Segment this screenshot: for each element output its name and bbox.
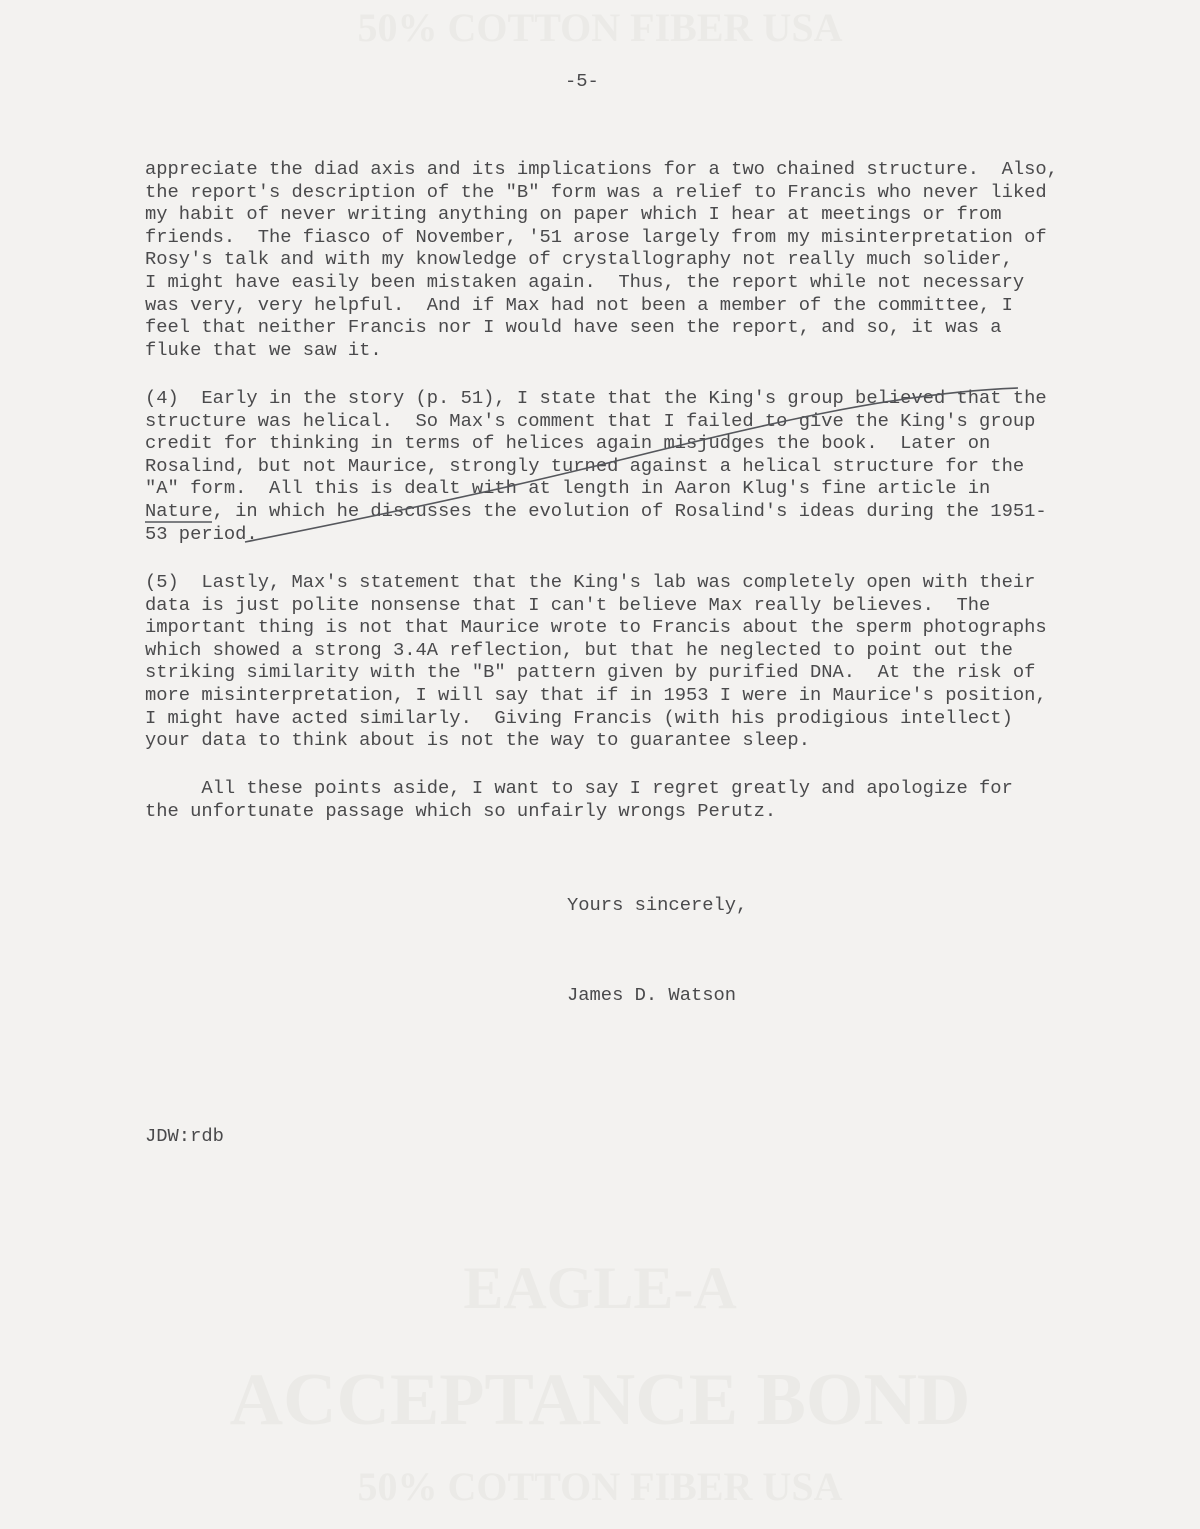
text-line: which showed a strong 3.4A reflection, but that he neglected to point out the bbox=[145, 638, 1013, 661]
text-line: the report's description of the "B" form was a relief to Francis who never liked bbox=[145, 180, 1047, 203]
watermark-bottom: 50% COTTON FIBER USA bbox=[357, 1464, 843, 1509]
text-line: my habit of never writing anything on paper which I hear at meetings or from bbox=[145, 203, 1002, 226]
text-line: (4) Early in the story (p. 51), I state that the King's group believed that the bbox=[145, 387, 1047, 409]
text-line: I might have acted similarly. Giving Francis (with his prodigious intellect) bbox=[145, 706, 1013, 729]
watermark-name: ACCEPTANCE BOND bbox=[229, 1359, 971, 1441]
text-line: Rosy's talk and with my knowledge of crystallography not really much solider, bbox=[145, 248, 1013, 271]
text-line: 53 period. bbox=[145, 522, 258, 545]
text-line: data is just polite nonsense that I can't believe Max really believes. The bbox=[145, 593, 991, 616]
text-line: friends. The fiasco of November, '51 arose largely from my misinterpretation of bbox=[145, 225, 1047, 248]
watermark-top: 50% COTTON FIBER USA bbox=[357, 5, 843, 50]
text-line: striking similarity with the "B" pattern given by purified DNA. At the risk of bbox=[145, 661, 1036, 684]
text-line: appreciate the diad axis and its implications for a two chained structure. Also, bbox=[145, 158, 1058, 180]
text-line: was very, very helpful. And if Max had not been a member of the committee, I bbox=[145, 293, 1013, 316]
text-line: the unfortunate passage which so unfairly wrongs Perutz. bbox=[145, 799, 777, 822]
signature-name: James D. Watson bbox=[567, 984, 737, 1006]
text-line: "A" form. All this is dealt with at length in Aaron Klug's fine article in bbox=[145, 477, 991, 500]
text-line: I might have easily been mistaken again. Thus, the report while not necessary bbox=[145, 270, 1025, 293]
page-number: -5- bbox=[565, 70, 599, 92]
text-line: fluke that we saw it. bbox=[145, 338, 382, 361]
closing-salutation: Yours sincerely, bbox=[567, 894, 748, 916]
text-line: Nature, in which he discusses the evolution of Rosalind's ideas during the 1951- bbox=[145, 499, 1047, 522]
watermark-brand: EAGLE-A bbox=[463, 1255, 737, 1321]
text-line: Rosalind, but not Maurice, strongly turned against a helical structure for the bbox=[145, 454, 1025, 477]
text-line: credit for thinking in terms of helices again misjudges the book. Later on bbox=[145, 432, 991, 455]
text-line: (5) Lastly, Max's statement that the King's lab was completely open with their bbox=[145, 571, 1036, 593]
text-line: All these points aside, I want to say I regret greatly and apologize for bbox=[145, 777, 1013, 799]
text-line: your data to think about is not the way to guarantee sleep. bbox=[145, 729, 810, 752]
text-line: important thing is not that Maurice wrote to Francis about the sperm photographs bbox=[145, 616, 1047, 639]
text-line: structure was helical. So Max's comment that I failed to give the King's group bbox=[145, 409, 1036, 432]
text-line: more misinterpretation, I will say that if in 1953 I were in Maurice's position, bbox=[145, 683, 1047, 706]
text-line: feel that neither Francis nor I would have seen the report, and so, it was a bbox=[145, 316, 1002, 339]
reference-initials: JDW:rdb bbox=[145, 1125, 224, 1147]
